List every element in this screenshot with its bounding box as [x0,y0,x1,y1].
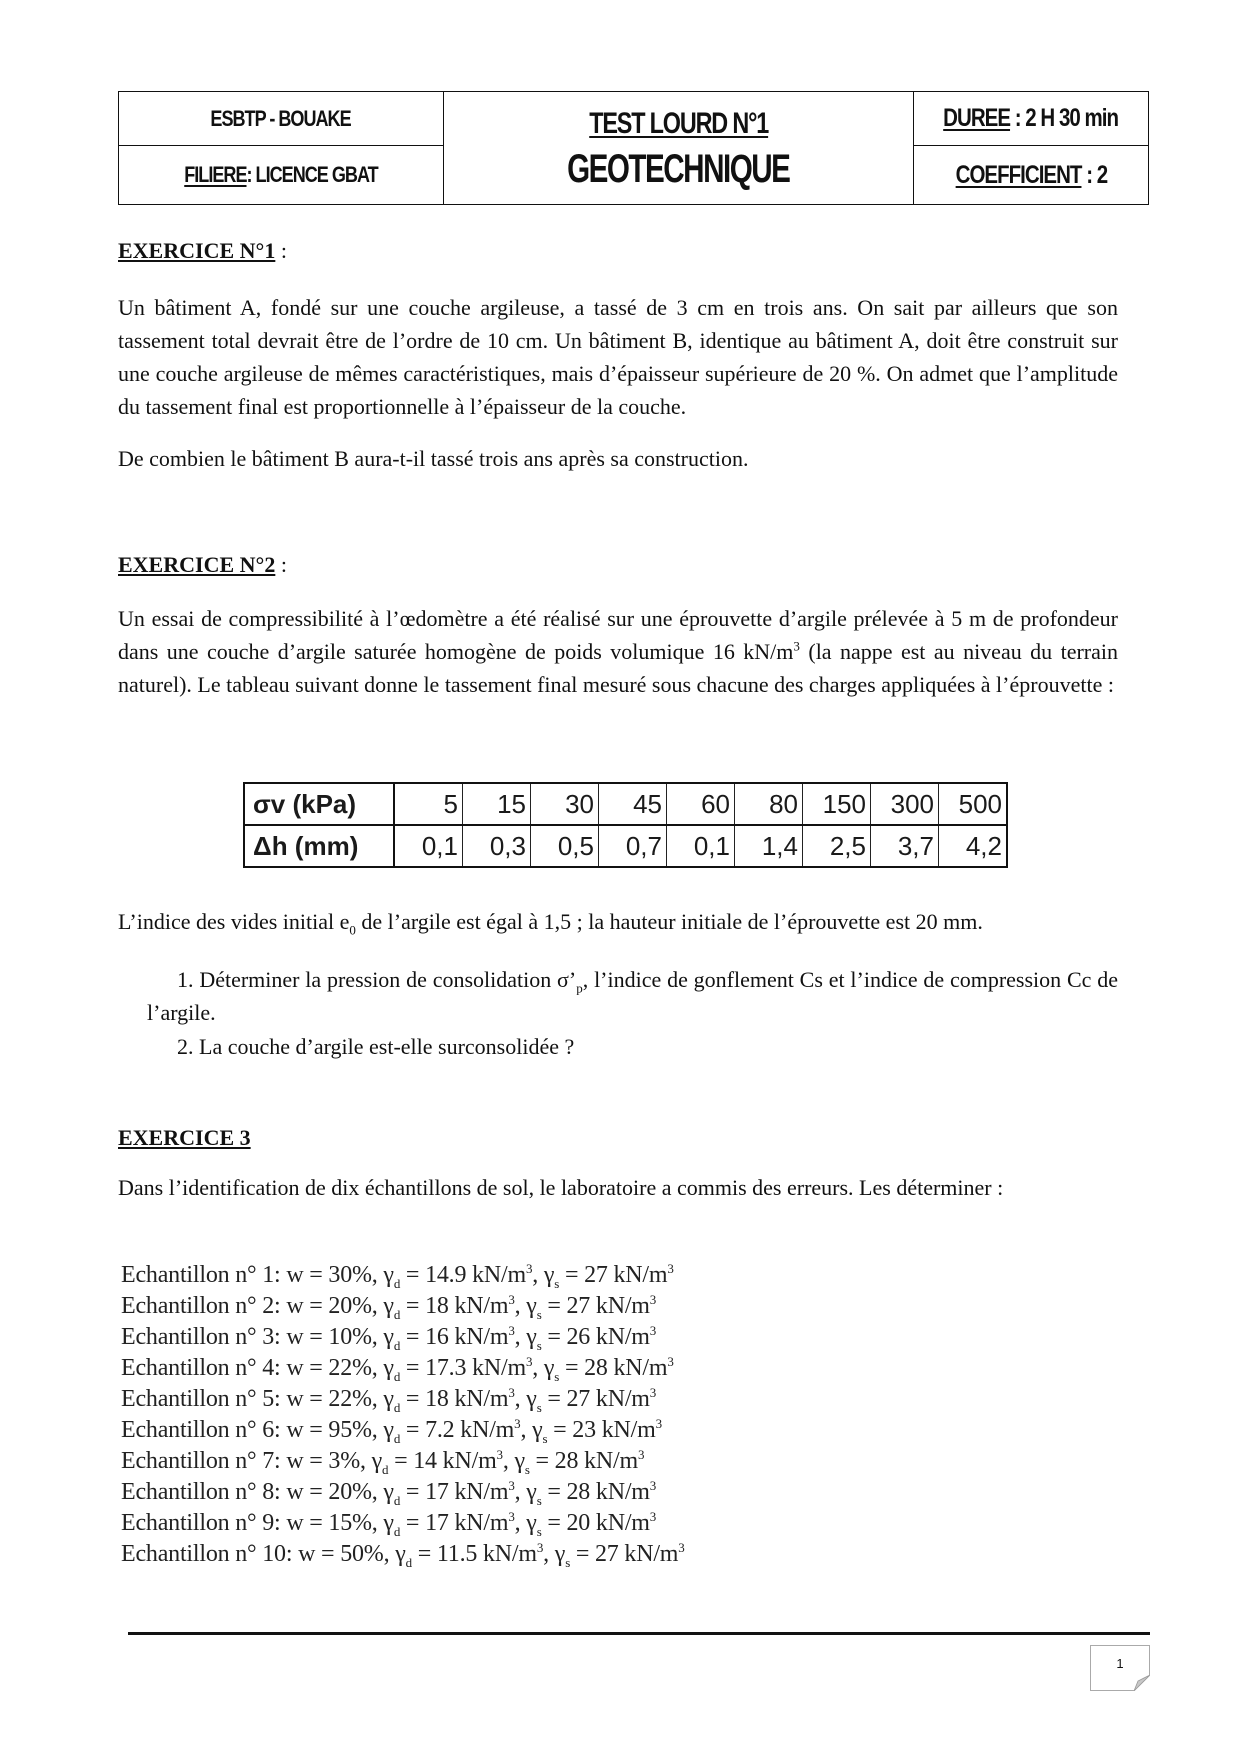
unit-sup: 3 [496,1447,503,1462]
sample-gamma-d: 18 [425,1386,449,1412]
table-cell: 0,1 [394,825,463,867]
gamma-s-sub: s [524,1461,530,1477]
sample-gamma-d: 14.9 [425,1262,467,1288]
gamma-s-symbol: γ [526,1386,537,1412]
sample-gamma-s: 28 [584,1355,608,1381]
unit: kN/m [595,1510,650,1536]
sample-label: Echantillon n° 10: [121,1541,293,1567]
question-1-part1: Déterminer la pression de consolidation σ’ [193,967,577,992]
unit: kN/m [601,1417,656,1443]
gamma-d-sub: d [393,1306,401,1322]
sample-row: Echantillon n° 7: w = 3%, $\gamma_d = 14$ $kN/m^3$, $\gamma_s = 28$ $kN/m^3$ [121,1447,645,1477]
unit-sup: 3 [508,1509,515,1524]
table-cell: 3,7 [871,825,939,867]
sample-label: Echantillon n° 5: [121,1386,281,1412]
gamma-s-sub: s [536,1523,542,1539]
unit: kN/m [454,1386,509,1412]
unit: kN/m [454,1479,509,1505]
question-2 [147,1030,1148,1063]
sample-row: Echantillon n° 4: w = 22%, $\gamma_d = 17.3$ $kN/m^3$, $\gamma_s = 28$ $kN/m^3$ [121,1354,674,1384]
sample-gamma-s: 27 [566,1386,591,1412]
gamma-s-sub: s [542,1430,548,1446]
oedometer-table [243,782,1008,868]
w-prefix: w = [280,1417,329,1443]
gamma-d-sub: d [405,1554,412,1570]
sample-gamma-s: 28 [554,1448,579,1474]
gamma-s-symbol: γ [543,1262,555,1288]
gamma-s-symbol: γ [526,1510,537,1536]
gamma-d-sub: d [393,1430,401,1446]
w-prefix: w = [280,1386,329,1412]
question-1-part2: , l’indice de gonflement Cs et l’indice de compression Cc de l’argile. [147,967,1118,1025]
question-2-text: La couche d’argile est-elle surconsolidée ? [193,1034,575,1059]
exercise3-title-text: EXERCICE 3 [118,1125,251,1150]
unit-sup: 3 [514,1416,521,1431]
exercise2-paragraph-sup: 3 [793,638,800,654]
unit: kN/m [442,1448,497,1474]
w-prefix: w = [280,1479,329,1505]
unit-sup: 3 [508,1323,515,1338]
sample-w: 22% [328,1355,372,1381]
table-cell: 15 [463,783,531,825]
sample-row: Echantillon n° 3: w = 10%, $\gamma_d = 16$ $kN/m^3$, $\gamma_s = 26$ $kN/m^3$ [121,1323,657,1353]
unit-sup: 3 [667,1354,674,1369]
table-cell: 60 [667,783,735,825]
exercise1-question: De combien le bâtiment B aura-t-il tassé trois ans après sa construction. [118,446,749,471]
coefficient-cell [913,146,1148,204]
coefficient-label: COEFFICIENT [955,160,1082,189]
gamma-s-symbol: γ [526,1293,537,1319]
w-prefix: w = [280,1262,329,1288]
gamma-d-sub: d [393,1275,401,1291]
exercise1-colon: : [275,238,287,263]
gamma-s-sub: s [536,1399,542,1415]
gamma-d-symbol: γ [371,1448,382,1474]
gamma-s-sub: s [554,1275,560,1291]
sample-row: Echantillon n° 6: w = 95%, $\gamma_d = 7.2$ $kN/m^3$, $\gamma_s = 23$ $kN/m^3$ [121,1416,662,1446]
exercise1-title-text: EXERCICE N°1 [118,238,276,263]
sample-w: 10% [328,1324,372,1350]
table-cell: 300 [871,783,939,825]
unit: kN/m [595,1324,650,1350]
gamma-d-symbol: γ [395,1541,406,1567]
sample-gamma-s: 27 [566,1293,591,1319]
sample-w: 20% [328,1293,372,1319]
exercise3-title [118,1125,251,1151]
sample-gamma-d: 11.5 [436,1541,478,1567]
question-1-number: 1. [177,967,194,992]
exercise2-paragraph [118,602,1118,701]
gamma-s-sub: s [565,1554,571,1570]
gamma-d-symbol: γ [383,1262,394,1288]
gamma-s-symbol: γ [554,1541,566,1567]
gamma-d-sub: d [393,1523,401,1539]
exercise1-paragraph: Un bâtiment A, fondé sur une couche argileuse, a tassé de 3 cm en trois ans. On sait par ailleurs que son tassement total devrait être de l’ordre de 10 cm. Un bâtiment B, identique au bâtiment A, doit être construit sur une couche argileuse de mêmes caractéristiques, mais d’épaisseur supérieure de 20 %. On admet que l’amplitude du tassement final est proportionnelle à l’épaisseur de la couche. [118,295,1118,419]
question-2-number: 2. [177,1034,194,1059]
test-title: TEST LOURD N°1 [589,106,768,140]
sample-gamma-d: 16 [425,1324,449,1350]
unit-sup: 3 [655,1416,662,1431]
sample-label: Echantillon n° 2: [121,1293,281,1319]
header-table [118,91,1149,205]
exercise1-title [118,238,287,264]
sample-row: Echantillon n° 5: w = 22%, $\gamma_d = 18$ $kN/m^3$, $\gamma_s = 27$ $kN/m^3$ [121,1385,657,1415]
unit-sup: 3 [508,1385,515,1400]
sample-w: 22% [328,1386,372,1412]
unit-sup: 3 [649,1292,657,1307]
sample-gamma-s: 27 [584,1262,608,1288]
school-name: ESBTP - BOUAKE [210,105,352,131]
unit: kN/m [613,1262,668,1288]
gamma-s-sub: s [536,1492,542,1508]
unit-sup: 3 [525,1354,533,1369]
duree [944,104,1119,133]
table-cell: 150 [803,783,871,825]
gamma-d-sub: d [393,1368,401,1384]
coefficient-value: : 2 [1081,160,1107,189]
unit-sup: 3 [649,1323,657,1338]
table-cell: 45 [599,783,667,825]
gamma-s-symbol: γ [526,1479,537,1505]
table-cell: 500 [939,783,1008,825]
gamma-d-symbol: γ [383,1386,394,1412]
unit: kN/m [460,1417,515,1443]
sample-w: 95% [328,1417,372,1443]
table-cell: 5 [394,783,463,825]
sample-gamma-d: 7.2 [425,1417,455,1443]
table-cell: 1,4 [735,825,803,867]
sample-gamma-s: 23 [572,1417,596,1443]
page-number-box [1090,1645,1150,1691]
footer-rule [128,1632,1150,1635]
sample-label: Echantillon n° 7: [121,1448,281,1474]
filiere-label: FILIERE [184,162,247,187]
gamma-s-symbol: γ [543,1355,555,1381]
note-part1: L’indice des vides initial e [118,909,350,934]
gamma-s-sub: s [554,1368,560,1384]
gamma-d-sub: d [393,1337,401,1353]
unit-sup: 3 [649,1509,657,1524]
table-cell: 0,5 [531,825,599,867]
sample-w: 30% [328,1262,372,1288]
duree-label: DUREE [943,104,1011,132]
gamma-s-symbol: γ [526,1324,537,1350]
unit: kN/m [595,1386,650,1412]
filiere [184,162,377,188]
sample-w: 20% [328,1479,372,1505]
gamma-s-symbol: γ [532,1417,543,1443]
gamma-s-sub: s [536,1337,542,1353]
exercise2-colon: : [275,552,287,577]
unit: kN/m [472,1355,526,1381]
sample-w: 3% [328,1448,360,1474]
sample-row: Echantillon n° 8: w = 20%, $\gamma_d = 17$ $kN/m^3$, $\gamma_s = 28$ $kN/m^3$ [121,1478,657,1508]
question-1 [147,963,1118,1029]
title-cell [444,92,913,204]
table-cell: 0,3 [463,825,531,867]
w-prefix: w = [280,1510,329,1536]
exercise2-paragraph-part1: Un essai de compressibilité à l’œdomètre a été réalisé sur une éprouvette d’argile prélevée à 5 m de profondeur dans une couche d’argile saturée homogène de poids volumique 16 kN/m [118,606,1118,664]
note-sub: 0 [349,922,356,938]
duree-value: : 2 H 30 min [1010,104,1119,132]
sample-label: Echantillon n° 6: [121,1417,281,1443]
sample-row: Echantillon n° 1: w = 30%, $\gamma_d = 14.9$ $kN/m^3$, $\gamma_s = 27$ $kN/m^3$ [121,1261,674,1291]
exercise3-paragraph: Dans l’identification de dix échantillons de sol, le laboratoire a commis des erreurs. Les déterminer : [118,1175,1004,1200]
sample-label: Echantillon n° 1: [121,1262,281,1288]
note-part2: de l’argile est égal à 1,5 ; la hauteur initiale de l’éprouvette est 20 mm. [355,909,983,934]
table-cell: 2,5 [803,825,871,867]
table-cell: 0,7 [599,825,667,867]
unit-sup: 3 [649,1385,657,1400]
unit: kN/m [613,1355,668,1381]
unit: kN/m [595,1479,650,1505]
gamma-d-symbol: γ [383,1324,394,1350]
page-number: 1 [1116,1656,1124,1671]
sample-gamma-d: 17.3 [425,1355,467,1381]
gamma-d-sub: d [393,1399,401,1415]
unit-sup: 3 [525,1261,533,1276]
unit-sup: 3 [649,1478,657,1493]
sample-gamma-s: 28 [566,1479,591,1505]
unit: kN/m [595,1293,650,1319]
sample-gamma-s: 20 [566,1510,591,1536]
unit-sup: 3 [508,1478,515,1493]
table-row-delta-h [244,825,1007,867]
sample-gamma-d: 17 [425,1479,449,1505]
sample-w: 15% [328,1510,372,1536]
sample-row: Echantillon n° 2: w = 20%, $\gamma_d = 18$ $kN/m^3$, $\gamma_s = 27$ $kN/m^3$ [121,1292,657,1322]
sample-gamma-s: 27 [594,1541,619,1567]
gamma-s-symbol: γ [514,1448,525,1474]
sample-label: Echantillon n° 8: [121,1479,281,1505]
gamma-d-sub: d [382,1461,389,1477]
gamma-d-symbol: γ [383,1510,394,1536]
w-prefix: w = [280,1355,329,1381]
table-row-sigma [244,783,1007,825]
table-cell: 30 [531,783,599,825]
question-1-sub: p [576,980,583,996]
w-prefix: w = [280,1448,329,1474]
filiere-value: : LICENCE GBAT [246,162,378,187]
unit: kN/m [472,1262,526,1288]
duree-cell [913,92,1148,146]
sample-w: 50% [340,1541,384,1567]
w-prefix: w = [280,1293,329,1319]
school-cell [119,92,444,146]
exercise2-note [118,905,1118,938]
gamma-s-sub: s [536,1306,542,1322]
sample-label: Echantillon n° 9: [121,1510,281,1536]
gamma-d-sub: d [393,1492,401,1508]
unit: kN/m [454,1324,509,1350]
table-cell: 0,1 [667,825,735,867]
unit-sup: 3 [678,1540,685,1555]
w-prefix: w = [280,1324,329,1350]
unit-sup: 3 [667,1261,674,1276]
sample-label: Echantillon n° 3: [121,1324,281,1350]
sample-gamma-d: 17 [425,1510,449,1536]
unit: kN/m [454,1510,509,1536]
exercise2-paragraph-part2: (la nappe est au niveau du terrain naturel). Le tableau suivant donne le tassement final mesuré sous chacune des charges appliquées à l’éprouvette : [118,639,1119,697]
gamma-d-symbol: γ [383,1293,394,1319]
exercise2-title-text: EXERCICE N°2 [118,552,276,577]
table-cell: 80 [735,783,803,825]
sample-row: Echantillon n° 9: w = 15%, $\gamma_d = 17$ $kN/m^3$, $\gamma_s = 20$ $kN/m^3$ [121,1509,657,1539]
sample-gamma-s: 26 [566,1324,591,1350]
w-prefix: w = [292,1541,341,1567]
gamma-d-symbol: γ [383,1479,394,1505]
unit: kN/m [584,1448,638,1474]
coefficient [955,161,1107,190]
unit: kN/m [624,1541,679,1567]
row-header-delta-h: Δh (mm) [244,825,394,867]
unit: kN/m [482,1541,537,1567]
page-curl-icon [1134,1675,1150,1691]
exercise2-title [118,552,287,578]
row-header-sigma: σv (kPa) [244,783,394,825]
unit-sup: 3 [508,1292,515,1307]
samples-list [121,1260,685,1570]
table-cell: 4,2 [939,825,1008,867]
sample-gamma-d: 18 [425,1293,449,1319]
sample-gamma-d: 14 [413,1448,437,1474]
unit-sup: 3 [536,1540,544,1555]
gamma-d-symbol: γ [383,1417,394,1443]
filiere-cell [119,146,444,204]
gamma-d-symbol: γ [383,1355,394,1381]
unit: kN/m [454,1293,509,1319]
unit-sup: 3 [637,1447,645,1462]
sample-label: Echantillon n° 4: [121,1355,281,1381]
subject-title: GEOTECHNIQUE [567,146,790,191]
sample-row: Echantillon n° 10: w = 50%, $\gamma_d = 11.5$ $kN/m^3$, $\gamma_s = 27$ $kN/m^3$ [121,1540,685,1570]
